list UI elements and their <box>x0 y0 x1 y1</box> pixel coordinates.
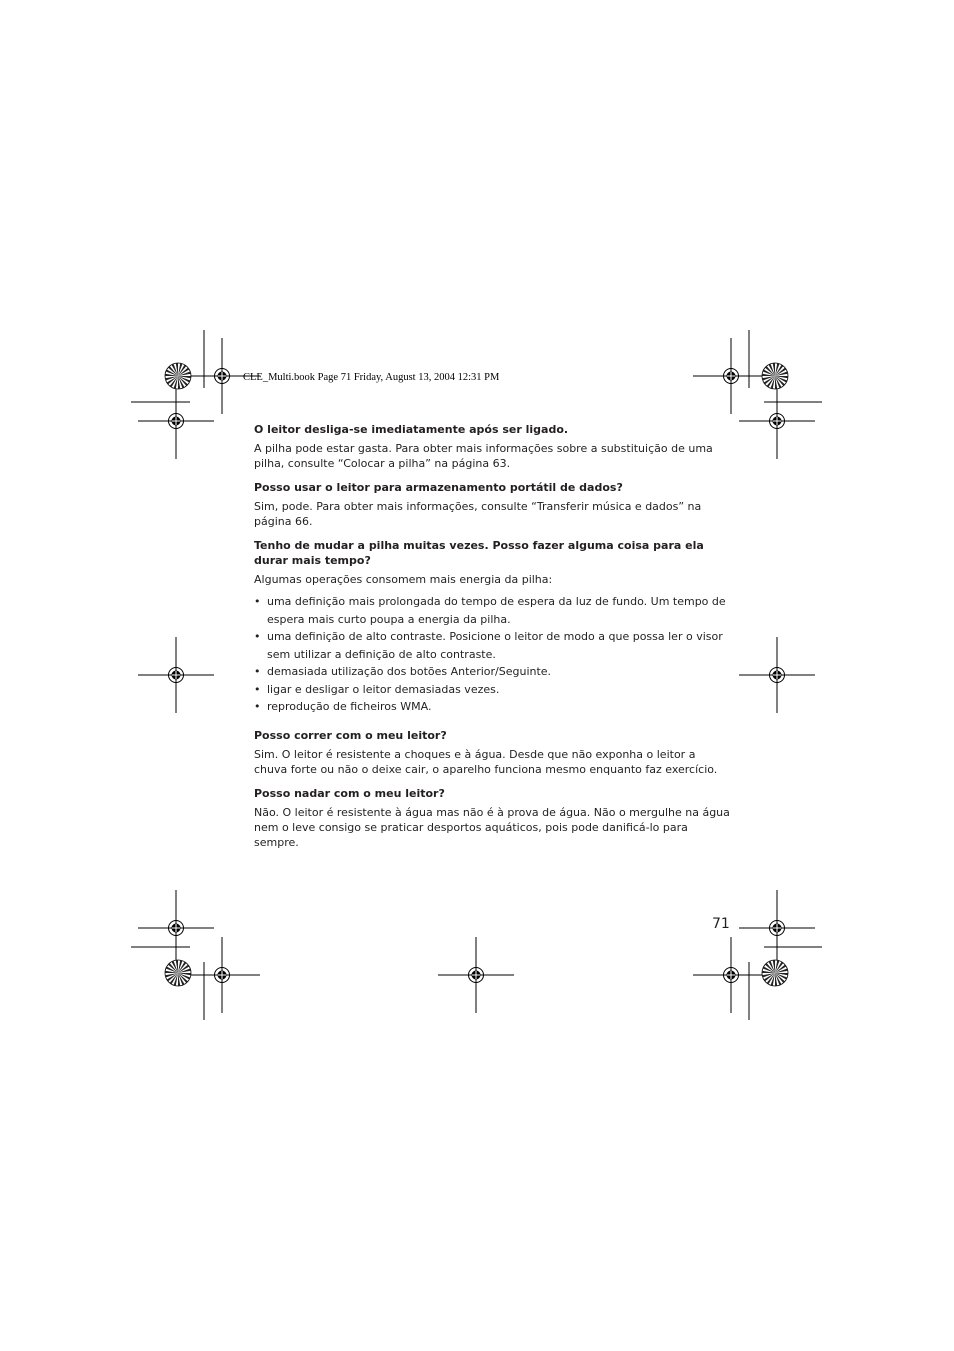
starburst-icon <box>762 363 788 389</box>
question-running: Posso correr com o meu leitor? <box>254 728 447 742</box>
registration-mark-icon <box>739 890 815 966</box>
registration-mark-icon <box>138 637 214 713</box>
starburst-icon <box>165 363 191 389</box>
question-battery-life: Tenho de mudar a pilha muitas vezes. Posso fazer alguma coisa para ela durar mais tempo? <box>254 539 704 567</box>
list-item: • demasiada utilização dos botões Anterior/Seguinte. <box>254 663 732 681</box>
registration-mark-icon <box>693 937 769 1013</box>
list-item: • ligar e desligar o leitor demasiadas vezes. <box>254 681 732 699</box>
list-item: • uma definição de alto contraste. Posicione o leitor de modo a que possa ler o visor sem utilizar a definição de alto contraste. <box>254 630 723 661</box>
starburst-icon <box>165 960 191 986</box>
registration-mark-icon <box>739 637 815 713</box>
registration-mark-icon <box>184 937 260 1013</box>
registration-mark-icon <box>739 383 815 459</box>
registration-mark-icon <box>438 937 514 1013</box>
starburst-icon <box>762 960 788 986</box>
bullet-icon: • <box>254 682 261 696</box>
list-item: • uma definição mais prolongada do tempo de espera da luz de fundo. Um tempo de espera mais curto poupa a energia da pilha. <box>254 595 726 626</box>
bullet-icon: • <box>254 665 261 678</box>
answer-swimming: Não. O leitor é resistente à água mas não é à prova de água. Não o mergulhe na água nem o leve consigo se praticar desportos aquáticos, pois pode danificá-lo para sempre. <box>254 805 730 849</box>
answer-battery-shutoff: A pilha pode estar gasta. Para obter mais informações sobre a substituição de uma pilha, consulte “Colocar a pilha” na página 63. <box>254 442 713 470</box>
answer-battery-life: Algumas operações consomem mais energia da pilha: <box>254 573 553 586</box>
battery-tips-list <box>254 593 732 716</box>
registration-mark-icon <box>138 383 214 459</box>
registration-mark-icon <box>693 338 769 414</box>
bullet-icon: • <box>254 630 261 643</box>
registration-mark-icon <box>138 890 214 966</box>
bullet-icon: • <box>254 595 261 608</box>
question-battery-shutoff: O leitor desliga-se imediatamente após ser ligado. <box>254 423 569 436</box>
page-number: 71 <box>712 916 730 932</box>
question-swimming: Posso nadar com o meu leitor? <box>254 786 445 800</box>
answer-running: Sim. O leitor é resistente a choques e à água. Desde que não exponha o leitor a chuva forte ou não o deixe cair, o aparelho funciona mesmo enquanto faz exercício. <box>254 747 718 776</box>
page-header: CLE_Multi.book Page 71 Friday, August 13, 2004 12:31 PM <box>243 372 500 383</box>
faq-content <box>254 422 732 859</box>
answer-portable-storage: Sim, pode. Para obter mais informações, consulte “Transferir música e dados” na página 66. <box>254 500 702 528</box>
bullet-icon: • <box>254 700 261 713</box>
question-portable-storage: Posso usar o leitor para armazenamento portátil de dados? <box>254 481 623 494</box>
list-item: • reprodução de ficheiros WMA. <box>254 698 732 716</box>
